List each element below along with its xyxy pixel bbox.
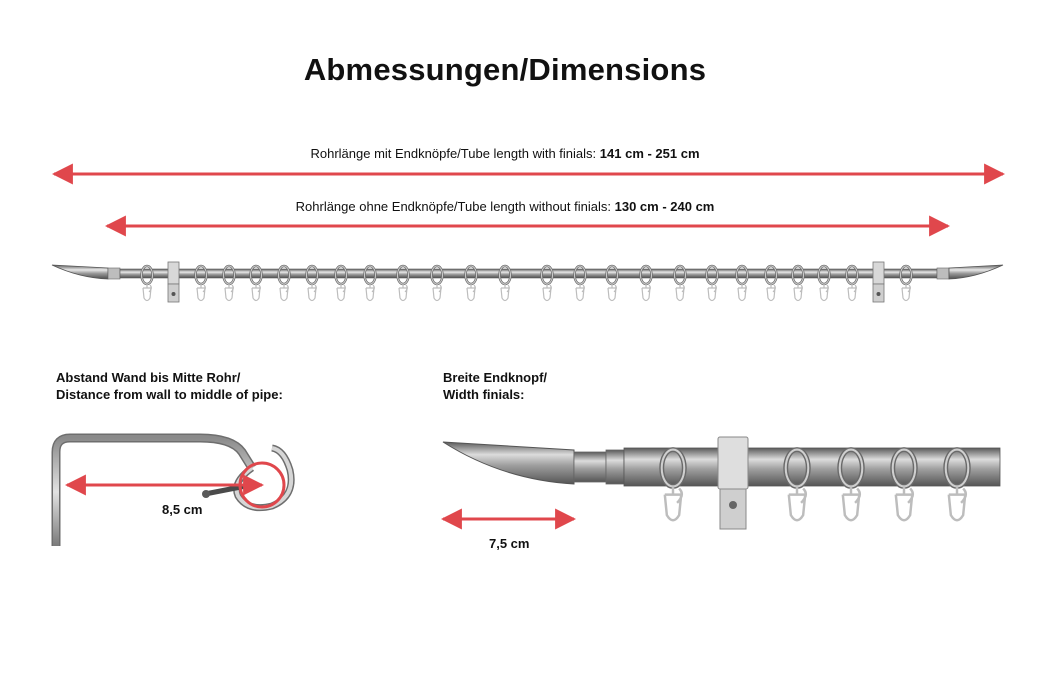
wall-bracket-icon — [56, 438, 291, 546]
curtain-hook-icon — [794, 284, 802, 301]
curtain-hook-icon — [767, 284, 775, 301]
finial-detail-icon — [443, 437, 1000, 529]
curtain-hook-icon — [280, 284, 288, 301]
curtain-hook-icon — [543, 284, 551, 301]
curtain-hook-icon — [433, 284, 441, 301]
curtain-hook-icon — [337, 284, 345, 301]
curtain-hook-icon — [738, 284, 746, 301]
page-title: Abmessungen/Dimensions — [303, 52, 707, 87]
curtain-hook-icon — [789, 486, 806, 520]
curtain-hook-icon — [708, 284, 716, 301]
dimension-without-finials-value: 130 cm - 240 cm — [614, 199, 715, 214]
curtain-hook-icon — [197, 284, 205, 301]
curtain-hook-icon — [642, 284, 650, 301]
curtain-hook-icon — [576, 284, 584, 301]
dimension-with-finials-label: Rohrlänge mit Endknöpfe/Tube length with finials: — [310, 146, 597, 161]
curtain-hook-icon — [143, 284, 151, 301]
curtain-hook-icon — [902, 284, 910, 301]
curtain-hook-icon — [366, 284, 374, 301]
curtain-hook-icon — [467, 284, 475, 301]
dimension-with-finials-value: 141 cm - 251 cm — [599, 146, 700, 161]
wall-distance-value: 8,5 cm — [162, 502, 203, 517]
curtain-hook-icon — [225, 284, 233, 301]
dimension-without-finials-label: Rohrlänge ohne Endknöpfe/Tube length without finials: — [295, 199, 611, 214]
curtain-hook-icon — [896, 486, 913, 520]
wall-distance-caption-line2: Distance from wall to middle of pipe: — [56, 387, 283, 402]
curtain-hook-icon — [676, 284, 684, 301]
curtain-hook-icon — [848, 284, 856, 301]
wall-distance-caption-line1: Abstand Wand bis Mitte Rohr/ — [56, 370, 241, 385]
curtain-hook-icon — [949, 486, 966, 520]
curtain-hook-icon — [608, 284, 616, 301]
curtain-hook-icon — [308, 284, 316, 301]
curtain-hook-icon — [820, 284, 828, 301]
curtain-rod-icon — [52, 262, 1003, 302]
finial-width-value: 7,5 cm — [489, 536, 530, 551]
curtain-hook-icon — [501, 284, 509, 301]
finial-width-caption-line1: Breite Endknopf/ — [443, 370, 548, 385]
curtain-hook-icon — [843, 486, 860, 520]
curtain-hook-icon — [399, 284, 407, 301]
curtain-hook-icon — [252, 284, 260, 301]
curtain-hook-icon — [665, 486, 682, 520]
finial-left-icon — [52, 265, 108, 279]
finial-width-caption-line2: Width finials: — [443, 387, 525, 402]
finial-right-icon — [949, 265, 1003, 279]
